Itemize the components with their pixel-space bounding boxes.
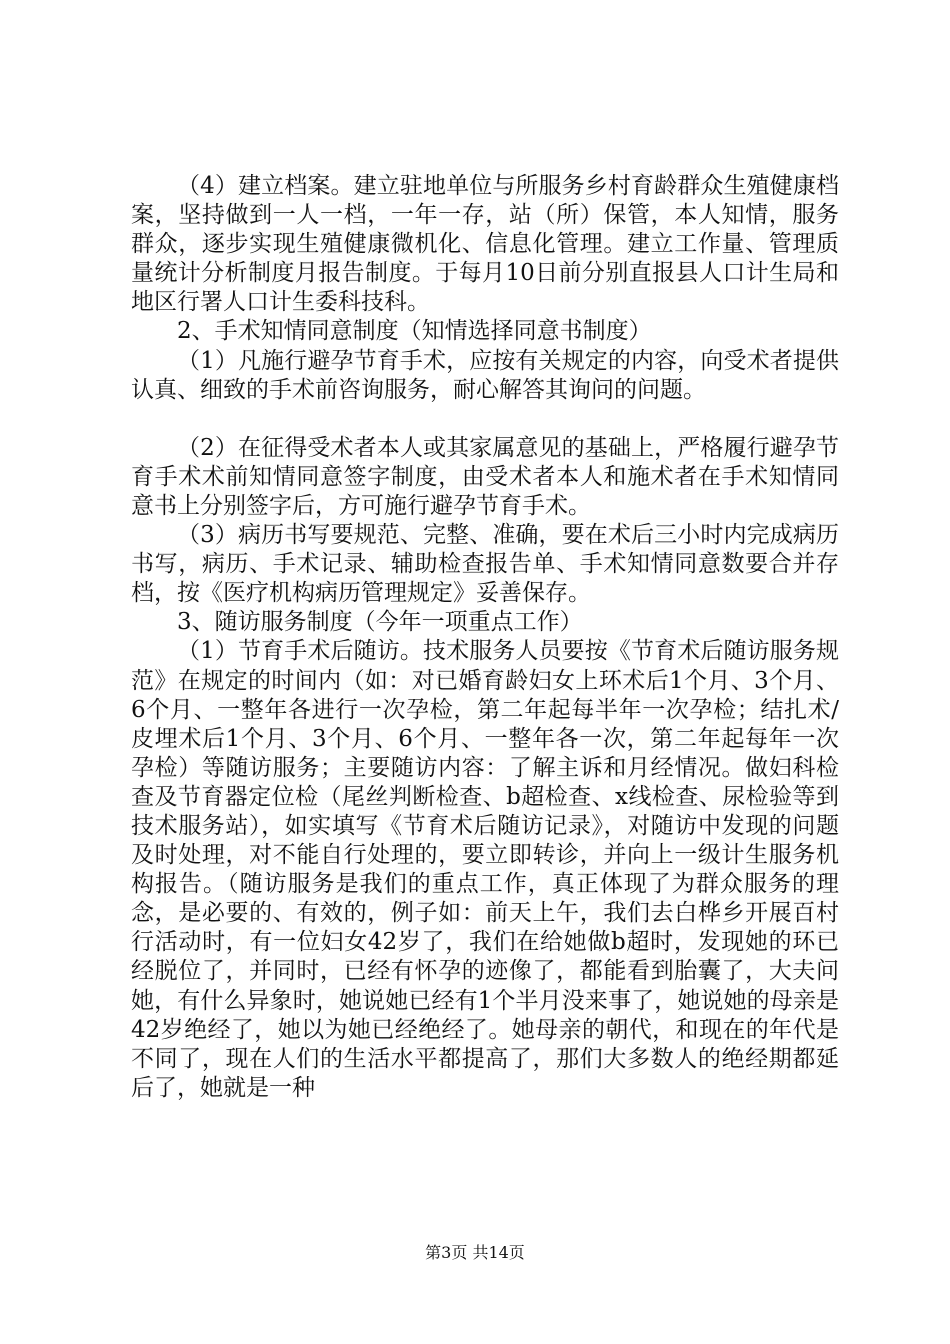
paragraph-post-surgery-follow-up: （1）节育手术后随访。技术服务人员要按《节育术后随访服务规范》在规定的时间内（如：对已婚育龄妇女上环术后1个月、3个月、6个月、一整年各进行一次孕检，第二年起每半年一次孕检；结扎术/皮埋术后1个月、3个月、6个月、一整年各一次，第二年起每年一次孕检）等随访服务；主要随访内容：了解主诉和月经情况。做妇科检查及节育器定位检（尾丝判断检查、b超检查、x线检查、尿检验等到技术服务站），如实填写《节育术后随访记录》，对随访中发现的问题及时处理，对不能自行处理的，要立即转诊，并向上一级计生服务机构报告。（随访服务是我们的重点工作，真正体现了为群众服务的理念，是必要的、有效的，例子如：前天上午，我们去白桦乡开展百村行活动时，有一位妇女42岁了，我们在给她做b超时，发现她的环已经脱位了，并同时，已经有怀孕的迹像了，都能看到胎囊了，大夫问她，有什么异象时，她说她已经有1个半月没来事了，她说她的母亲是42岁绝经了，她以为她已经绝经了。她母亲的朝代，和现在的年代是不同了，现在人们的生活水平都提高了，那们大多数人的绝经期都延后了，她就是一种 — [131, 638, 839, 1101]
paragraph-medical-records: （3）病历书写要规范、完整、准确，要在术后三小时内完成病历书写，病历、手术记录、辅助检查报告单、手术知情同意数要合并存档，按《医疗机构病历管理规定》妥善保存。 — [131, 522, 839, 607]
paragraph-archive: （4）建立档案。建立驻地单位与所服务乡村育龄群众生殖健康档案，坚持做到一人一档，一年一存，站（所）保管，本人知情，服务群众，逐步实现生殖健康微机化、信息化管理。建立工作量、管理质量统计分析制度月报告制度。于每月10日前分别直报县人口计生局和地区行署人口计生委科技科。 — [131, 173, 839, 316]
heading-informed-consent: 2、手术知情同意制度（知情选择同意书制度） — [177, 318, 652, 345]
heading-follow-up: 3、随访服务制度（今年一项重点工作） — [177, 609, 583, 636]
page-number-footer: 第3页 共14页 — [425, 1243, 525, 1262]
paragraph-consultation: （1）凡施行避孕节育手术，应按有关规定的内容，向受术者提供认真、细致的手术前咨询服务，耐心解答其询问的问题。 — [131, 347, 839, 403]
document-body — [131, 172, 839, 1103]
paragraph-consent-signature: （2）在征得受术者本人或其家属意见的基础上，严格履行避孕节育手术术前知情同意签字制度，由受术者本人和施术者在手术知情同意书上分别签字后，方可施行避孕节育手术。 — [131, 434, 839, 519]
